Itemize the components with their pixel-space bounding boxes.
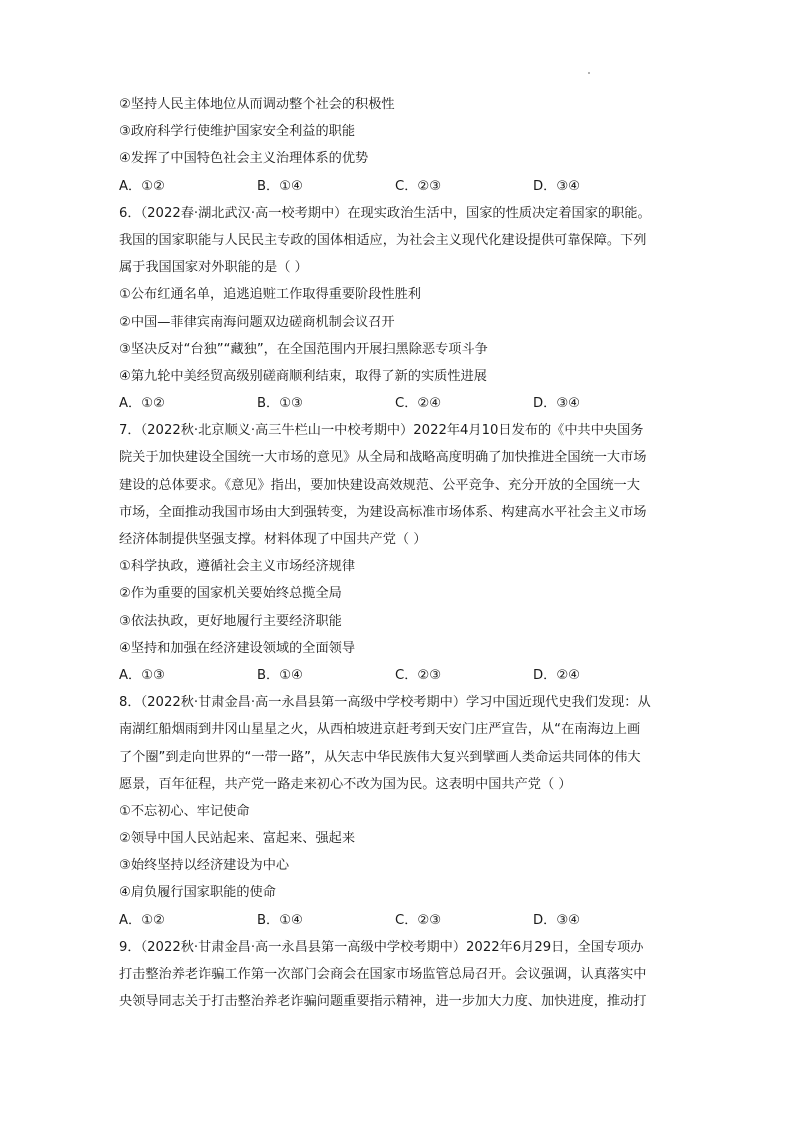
statement-1: ①科学执政，遵循社会主义市场经济规律 — [119, 559, 356, 575]
statement-2: ②坚持人民主体地位从而调动整个社会的积极性 — [119, 97, 395, 112]
answer-options — [119, 907, 679, 934]
option-b: B．①④ — [257, 667, 303, 683]
answer-options — [119, 173, 679, 200]
option-c: C．②④ — [395, 396, 442, 412]
page-mark-dot — [588, 72, 590, 74]
statement-3: ③始终坚持以经济建设为中心 — [119, 858, 290, 874]
question-stem-line: 央领导同志关于打击整治养老诈骗问题重要指示精神，进一步加大力度、加快进度，推动打 — [119, 994, 647, 1010]
statement-1: ①不忘初心、牢记使命 — [119, 803, 250, 819]
statement-3: ③政府科学行使维护国家安全利益的职能 — [119, 124, 356, 140]
statement-4: ④肩负履行国家职能的使命 — [119, 885, 276, 901]
statement-4: ④第九轮中美经贸高级别磋商顺利结束，取得了新的实质性进展 — [119, 368, 487, 384]
option-d: D．③④ — [533, 178, 580, 194]
question-stem-line: 9．（2022秋·甘肃金昌·高一永昌县第一高级中学校考期中）2022年6月29日，全国专项办 — [119, 939, 644, 955]
question-stem-line: 7．（2022秋·北京顺义·高三牛栏山一中校考期中）2022年4月10日发布的《中共中央国务 — [119, 423, 644, 439]
statement-2: ②作为重要的国家机关要始终总揽全局 — [119, 586, 342, 602]
option-d: D．③④ — [533, 912, 580, 928]
option-b: B．①③ — [257, 396, 303, 412]
question-stem-line: 了个圈”到走向世界的“一带一路”，从矢志中华民族伟大复兴到擘画人类命运共同体的伟大 — [119, 749, 641, 765]
statement-4: ④发挥了中国特色社会主义治理体系的优势 — [119, 151, 369, 167]
option-a: A．①② — [119, 396, 165, 412]
statement-3: ③坚决反对“台独”“藏独”，在全国范围内开展扫黑除恶专项斗争 — [119, 341, 488, 357]
question-stem-line: 6．（2022春·湖北武汉·高一校考期中）在现实政治生活中，国家的性质决定着国家的职能。 — [119, 205, 651, 221]
option-c: C．②③ — [395, 178, 442, 194]
option-b: B．①④ — [257, 178, 303, 194]
option-a: A．①③ — [119, 667, 165, 683]
statement-3: ③依法执政，更好地履行主要经济职能 — [119, 613, 342, 629]
question-stem-line: 市场，全面推动我国市场由大到强转变，为建设高标准市场体系、构建高水平社会主义市场 — [119, 504, 647, 520]
question-stem-line: 建设的总体要求。《意见》指出，要加快建设高效规范、公平竞争、充分开放的全国统一大 — [119, 477, 640, 493]
option-d: D．②④ — [533, 667, 580, 683]
answer-options — [119, 390, 679, 417]
answer-options — [119, 662, 679, 689]
statement-2: ②中国—菲律宾南海问题双边磋商机制会议召开 — [119, 314, 395, 330]
question-8 — [119, 689, 679, 934]
question-9 — [119, 934, 679, 1016]
option-c: C．②③ — [395, 667, 442, 683]
option-d: D．③④ — [533, 396, 580, 412]
question-stem-line: 南湖红船烟雨到井冈山星星之火，从西柏坡进京赶考到天安门庄严宣告，从“在南海边上画 — [119, 722, 641, 738]
statement-4: ④坚持和加强在经济建设领域的全面领导 — [119, 640, 356, 656]
question-stem-line: 打击整治养老诈骗工作第一次部门会商会在国家市场监管总局召开。会议强调，认真落实中 — [119, 967, 647, 982]
statement-2: ②领导中国人民站起来、富起来、强起来 — [119, 831, 356, 847]
question-stem-line: 属于我国国家对外职能的是（ ） — [119, 260, 308, 276]
question-stem-line: 我国的国家职能与人民民主专政的国体相适应，为社会主义现代化建设提供可靠保障。下列 — [119, 232, 647, 248]
question-5-continued — [119, 91, 679, 200]
option-a: A．①② — [119, 912, 165, 928]
question-6 — [119, 200, 679, 418]
question-stem-line: 经济体制提供坚强支撑。材料体现了中国共产党（ ） — [119, 532, 427, 547]
question-stem-line: 愿景，百年征程，共产党一路走来初心不改为国为民。这表明中国共产党（ ） — [119, 776, 572, 792]
question-content — [119, 91, 679, 1015]
question-stem-line: 8．（2022秋·甘肃金昌·高一永昌县第一高级中学校考期中）学习中国近现代史我们发现：从 — [119, 695, 651, 711]
question-7 — [119, 417, 679, 689]
option-a: A．①② — [119, 178, 165, 194]
statement-1: ①公布红通名单，追逃追赃工作取得重要阶段性胜利 — [119, 287, 421, 303]
option-c: C．②③ — [395, 912, 442, 928]
option-b: B．①④ — [257, 912, 303, 928]
question-stem-line: 院关于加快建设全国统一大市场的意见》从全局和战略高度明确了加快推进全国统一大市场 — [119, 450, 647, 466]
